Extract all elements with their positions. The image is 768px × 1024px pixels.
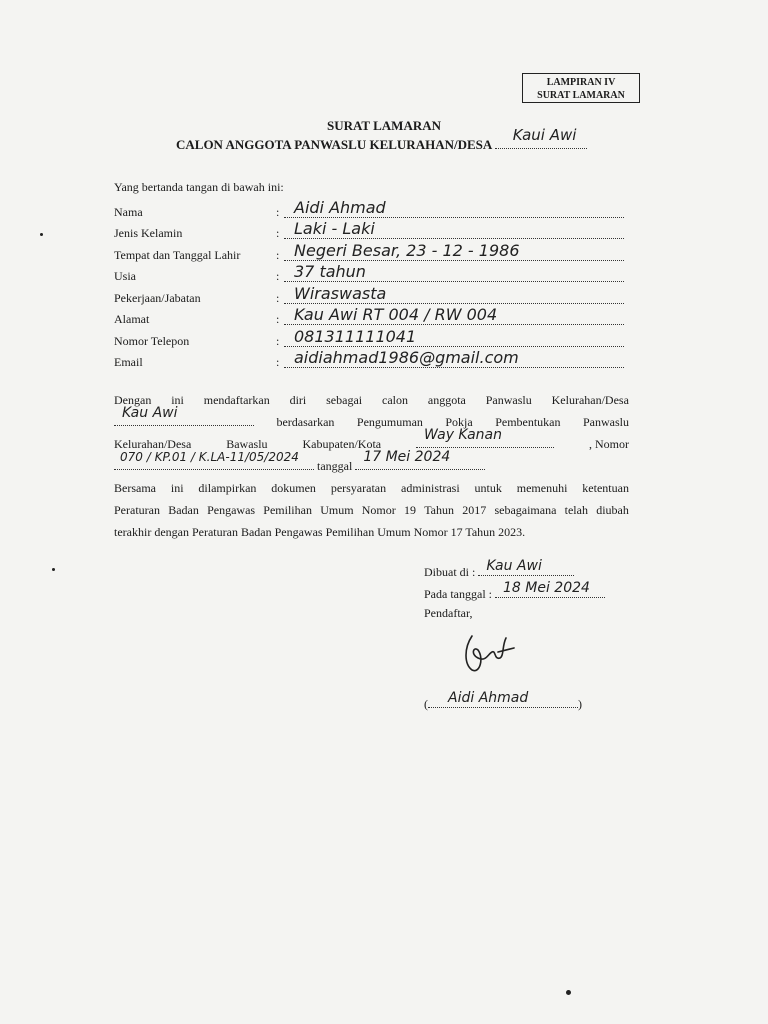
- stray-mark: [52, 568, 55, 571]
- desa-blank: [495, 126, 587, 149]
- word: untuk: [474, 481, 502, 495]
- word: Peraturan: [114, 503, 160, 517]
- field-dotted-line: [284, 367, 624, 368]
- field-ttl: [114, 243, 624, 263]
- field-usia: [114, 264, 624, 284]
- field-dotted-line: [284, 260, 624, 261]
- word: ini: [170, 481, 184, 495]
- desa-handwritten: Kaui Awi: [512, 126, 577, 144]
- field-value: 37 tahun: [294, 262, 366, 281]
- pada-tanggal-blank: [495, 580, 605, 598]
- word: Bawaslu: [226, 437, 268, 451]
- word: Nomor: [361, 503, 396, 517]
- field-value: Kau Awi RT 004 / RW 004: [294, 305, 498, 324]
- field-label: Usia: [114, 269, 136, 283]
- close-paren: ): [578, 697, 582, 711]
- field-telepon: [114, 329, 624, 349]
- word: Pokja: [445, 415, 473, 429]
- word: dilampirkan: [198, 481, 257, 495]
- field-label: Nomor Telepon: [114, 334, 190, 348]
- word: telah: [564, 503, 588, 517]
- word: ini: [171, 393, 184, 407]
- word: Tahun: [424, 503, 455, 517]
- handwritten-signature: [458, 628, 518, 678]
- nomor-blank: [114, 450, 314, 470]
- tanggal-label: tanggal: [317, 459, 353, 473]
- field-label: Jenis Kelamin: [114, 226, 183, 240]
- dibuat-blank: [478, 558, 574, 576]
- word: Umum: [320, 503, 354, 517]
- pada-tanggal: [424, 580, 605, 602]
- field-value: Negeri Besar, 23 - 12 - 1986: [294, 241, 520, 260]
- paragraph1-line2: [114, 405, 629, 433]
- word: 19: [403, 503, 416, 517]
- field-colon: :: [276, 291, 280, 305]
- dibuat-handwritten: Kau Awi: [486, 558, 542, 574]
- field-dotted-line: [284, 346, 624, 347]
- word: dokumen: [271, 481, 316, 495]
- field-colon: :: [276, 312, 280, 326]
- field-jenis-kelamin: [114, 221, 624, 241]
- word: diubah: [596, 503, 629, 517]
- intro-text: Yang bertanda tangan di bawah ini:: [114, 180, 284, 194]
- word: memenuhi: [516, 481, 568, 495]
- subtitle-text: CALON ANGGOTA PANWASLU KELURAHAN/DESA: [176, 137, 492, 152]
- paragraph1-line1: [114, 389, 629, 411]
- field-value: Laki - Laki: [294, 219, 375, 238]
- lampiran-line1: LAMPIRAN IV: [546, 77, 616, 88]
- pendaftar-label: Pendaftar,: [424, 606, 473, 620]
- paragraph1-line4: [114, 449, 629, 477]
- word: Pengumuman: [356, 415, 423, 429]
- open-paren: (: [424, 697, 428, 711]
- word: Pembentukan: [495, 415, 561, 429]
- word: Pemilihan: [263, 503, 312, 517]
- field-colon: :: [276, 334, 280, 348]
- name-handwritten: Aidi Ahmad: [448, 690, 529, 706]
- word: diri: [289, 393, 307, 407]
- field-label: Email: [114, 355, 143, 369]
- field-colon: :: [276, 355, 280, 369]
- dibuat-di: [424, 558, 574, 580]
- word: Bersama: [114, 481, 156, 495]
- field-label: Pekerjaan/Jabatan: [114, 291, 201, 305]
- word: Pengawas: [207, 503, 256, 517]
- lampiran-box: [522, 73, 640, 103]
- word: Panwaslu: [485, 393, 532, 407]
- field-colon: :: [276, 205, 280, 219]
- word: 2017: [462, 503, 487, 517]
- word: ketentuan: [582, 481, 629, 495]
- field-email: [114, 350, 624, 370]
- tanggal-blank: [355, 449, 485, 470]
- field-value: Aidi Ahmad: [294, 198, 386, 217]
- field-dotted-line: [284, 238, 624, 239]
- field-dotted-line: [284, 217, 624, 218]
- field-colon: :: [276, 226, 280, 240]
- paragraph-pendaftaran: [114, 389, 629, 543]
- word: Badan: [168, 503, 199, 517]
- paragraph2-line3: terakhir dengan Peraturan Badan Pengawas Pemilihan Umum Nomor 17 Tahun 2023.: [114, 525, 526, 539]
- field-pekerjaan: [114, 286, 624, 306]
- field-label: Nama: [114, 205, 143, 219]
- word: Kelurahan/Desa: [551, 393, 629, 407]
- desa-handwritten: Kau Awi: [122, 405, 178, 421]
- field-dotted-line: [284, 303, 624, 304]
- stray-mark: [566, 990, 571, 995]
- word: calon: [382, 393, 408, 407]
- word: anggota: [427, 393, 466, 407]
- name-blank: [428, 690, 578, 708]
- field-colon: :: [276, 269, 280, 283]
- nomor-handwritten: 070 / KP.01 / K.LA-11/05/2024: [120, 450, 299, 464]
- kabupaten-handwritten: Way Kanan: [424, 427, 503, 443]
- pada-tanggal-label: Pada tanggal :: [424, 587, 492, 601]
- word: Kelurahan/Desa: [114, 437, 192, 451]
- desa-blank: [114, 405, 254, 426]
- field-alamat: [114, 307, 624, 327]
- paragraph2-line2: [114, 499, 629, 521]
- dibuat-label: Dibuat di :: [424, 565, 476, 579]
- field-label: Tempat dan Tanggal Lahir: [114, 248, 241, 262]
- word: Panwaslu: [582, 415, 629, 429]
- pada-tanggal-handwritten: 18 Mei 2024: [502, 580, 590, 596]
- tanggal-handwritten: 17 Mei 2024: [363, 449, 451, 465]
- word: Dengan: [114, 393, 152, 407]
- field-value: Wiraswasta: [294, 284, 387, 303]
- field-value: 081311111041: [294, 327, 417, 346]
- field-dotted-line: [284, 281, 624, 282]
- word: persyaratan: [330, 481, 387, 495]
- field-colon: :: [276, 248, 280, 262]
- field-nama: [114, 200, 624, 220]
- word: berdasarkan: [276, 415, 335, 429]
- field-value: aidiahmad1986@gmail.com: [294, 348, 519, 367]
- pendaftar-name: [424, 690, 582, 712]
- word: administrasi: [401, 481, 460, 495]
- letter-title: SURAT LAMARAN: [327, 118, 441, 133]
- field-dotted-line: [284, 324, 624, 325]
- word: Kabupaten/Kota: [302, 437, 382, 451]
- stray-mark: [40, 233, 43, 236]
- lampiran-line2: SURAT LAMARAN: [537, 90, 625, 101]
- word: mendaftarkan: [203, 393, 270, 407]
- nomor-label: , Nomor: [588, 437, 629, 451]
- paragraph2-line1: [114, 477, 629, 499]
- word: sebagaimana: [494, 503, 557, 517]
- field-label: Alamat: [114, 312, 150, 326]
- letter-subtitle: [176, 126, 587, 153]
- word: sebagai: [326, 393, 363, 407]
